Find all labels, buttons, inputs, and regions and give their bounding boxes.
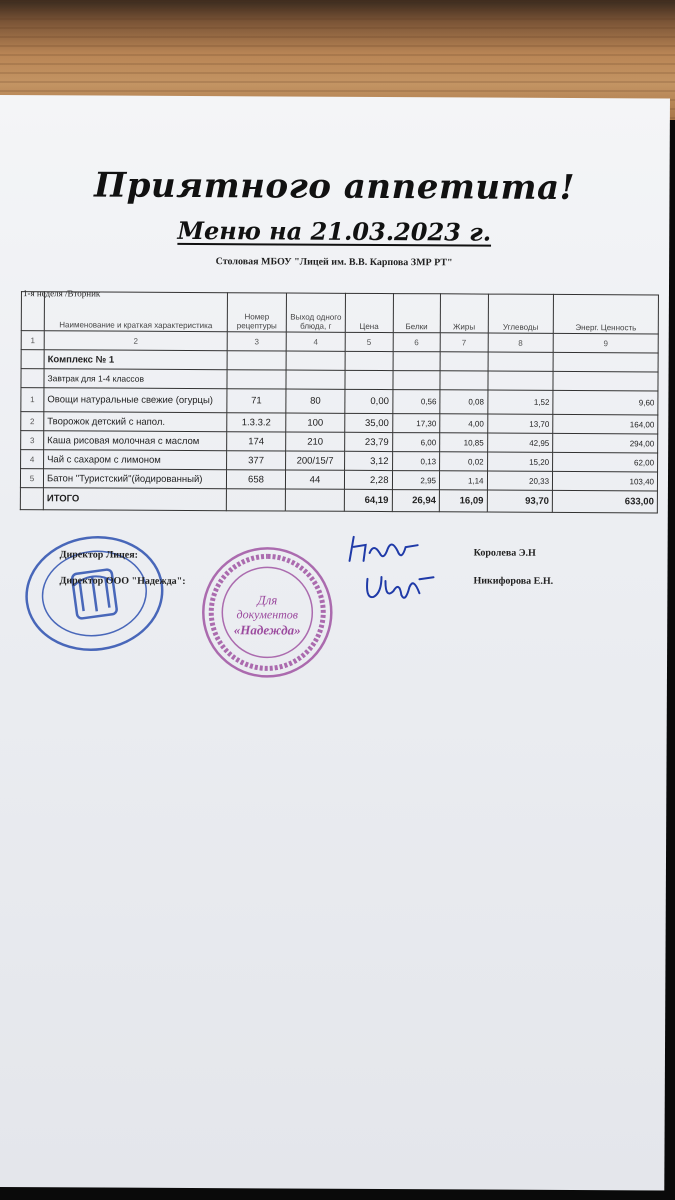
fat: 10,85 <box>440 433 488 452</box>
carbs: 20,33 <box>487 471 553 490</box>
price: 2,28 <box>344 470 392 489</box>
recipe-number: 1.3.3.2 <box>227 413 286 432</box>
header-cell <box>21 292 44 331</box>
director-lyceum-name: Королева Э.Н <box>473 547 536 559</box>
menu-sheet <box>0 95 670 1190</box>
portion-weight: 210 <box>286 432 345 451</box>
portion-weight: 100 <box>286 413 345 432</box>
header-cell: Цена <box>345 293 393 332</box>
director-lyceum-label: Директор Лицея: <box>59 549 139 561</box>
total-fat: 16,09 <box>439 490 487 512</box>
canteen-name: Столовая МБОУ "Лицей им. В.В. Карпова ЗМР РТ" <box>215 256 453 269</box>
row-number: 1 <box>21 388 44 412</box>
column-number: 8 <box>488 333 554 352</box>
signature-korolyova <box>340 531 430 571</box>
meal-label: Завтрак для 1-4 классов <box>44 369 227 389</box>
price: 35,00 <box>345 413 393 432</box>
total-energy: 633,00 <box>552 490 657 513</box>
column-number: 4 <box>286 332 345 351</box>
dish-name: Овощи натуральные свежие (огурцы) <box>44 388 227 413</box>
header-cell: Выход одного блюда, г <box>286 293 345 332</box>
carbs: 15,20 <box>487 452 553 471</box>
carbs: 42,95 <box>487 433 553 452</box>
price: 0,00 <box>345 389 393 413</box>
fat: 4,00 <box>440 414 488 433</box>
table-row <box>21 388 658 415</box>
fat: 0,02 <box>440 452 488 471</box>
column-number: 1 <box>21 331 44 350</box>
carbs: 13,70 <box>487 414 553 433</box>
complex-label: Комплекс № 1 <box>44 350 227 370</box>
carbs: 1,52 <box>487 390 553 414</box>
dish-name: Чай с сахаром с лимоном <box>44 450 227 470</box>
price: 23,79 <box>345 432 393 451</box>
week-label: 1-я неделя /Вторник <box>22 288 101 299</box>
price: 3,12 <box>345 451 393 470</box>
header-cell: Жиры <box>440 294 488 333</box>
recipe-number: 658 <box>226 470 285 489</box>
document-title: Приятного аппетита! <box>93 165 576 209</box>
column-number: 3 <box>227 332 286 351</box>
stamp-text-mid: документов <box>236 607 299 622</box>
document-subtitle: Меню на 21.03.2023 г. <box>177 215 492 247</box>
row-number: 5 <box>20 469 43 488</box>
protein: 2,95 <box>392 471 440 490</box>
stamp-text-top: Для <box>257 592 278 608</box>
total-carbs: 93,70 <box>487 490 553 512</box>
column-number: 7 <box>440 333 488 352</box>
header-cell: Энерг. Ценность <box>553 294 658 334</box>
energy: 62,00 <box>553 452 658 472</box>
protein: 0,13 <box>392 452 440 471</box>
row-number: 2 <box>21 412 44 431</box>
header-cell: Белки <box>393 294 441 333</box>
header-cell: Наименование и краткая характеристика <box>44 292 227 332</box>
header-cell: Номер рецептуры <box>227 293 286 332</box>
director-ooo-label: Директор ООО "Надежда": <box>59 575 186 587</box>
portion-weight: 44 <box>285 470 344 489</box>
energy: 164,00 <box>553 414 658 434</box>
recipe-number: 377 <box>227 451 286 470</box>
recipe-number: 71 <box>227 389 286 413</box>
column-number: 5 <box>345 332 393 351</box>
recipe-number: 174 <box>227 432 286 451</box>
dish-name: Каша рисовая молочная с маслом <box>44 431 227 451</box>
protein: 17,30 <box>392 414 440 433</box>
energy: 9,60 <box>553 390 658 415</box>
energy: 103,40 <box>552 471 657 491</box>
header-row <box>21 292 658 334</box>
protein: 6,00 <box>392 433 440 452</box>
menu-table <box>20 291 659 513</box>
total-row <box>20 488 657 513</box>
column-number: 2 <box>44 331 227 351</box>
dish-name: Батон "Туристский"(йодированный) <box>43 469 226 489</box>
column-number: 6 <box>393 333 441 352</box>
portion-weight: 80 <box>286 389 345 413</box>
column-number: 9 <box>553 333 658 353</box>
total-label: ИТОГО <box>43 488 226 511</box>
stamp-text-name: «Надежда» <box>233 622 301 638</box>
fat: 1,14 <box>439 471 487 490</box>
row-number: 3 <box>21 431 44 450</box>
protein: 0,56 <box>392 390 440 414</box>
total-price: 64,19 <box>344 489 392 511</box>
signature-nikiforova <box>359 569 439 609</box>
director-ooo-name: Никифорова Е.Н. <box>473 575 554 587</box>
row-number: 4 <box>21 450 44 469</box>
dish-name: Творожок детский с напол. <box>44 412 227 432</box>
portion-weight: 200/15/7 <box>286 451 345 470</box>
fat: 0,08 <box>440 390 488 414</box>
header-cell: Углеводы <box>488 294 554 333</box>
total-protein: 26,94 <box>392 490 440 512</box>
energy: 294,00 <box>553 433 658 453</box>
